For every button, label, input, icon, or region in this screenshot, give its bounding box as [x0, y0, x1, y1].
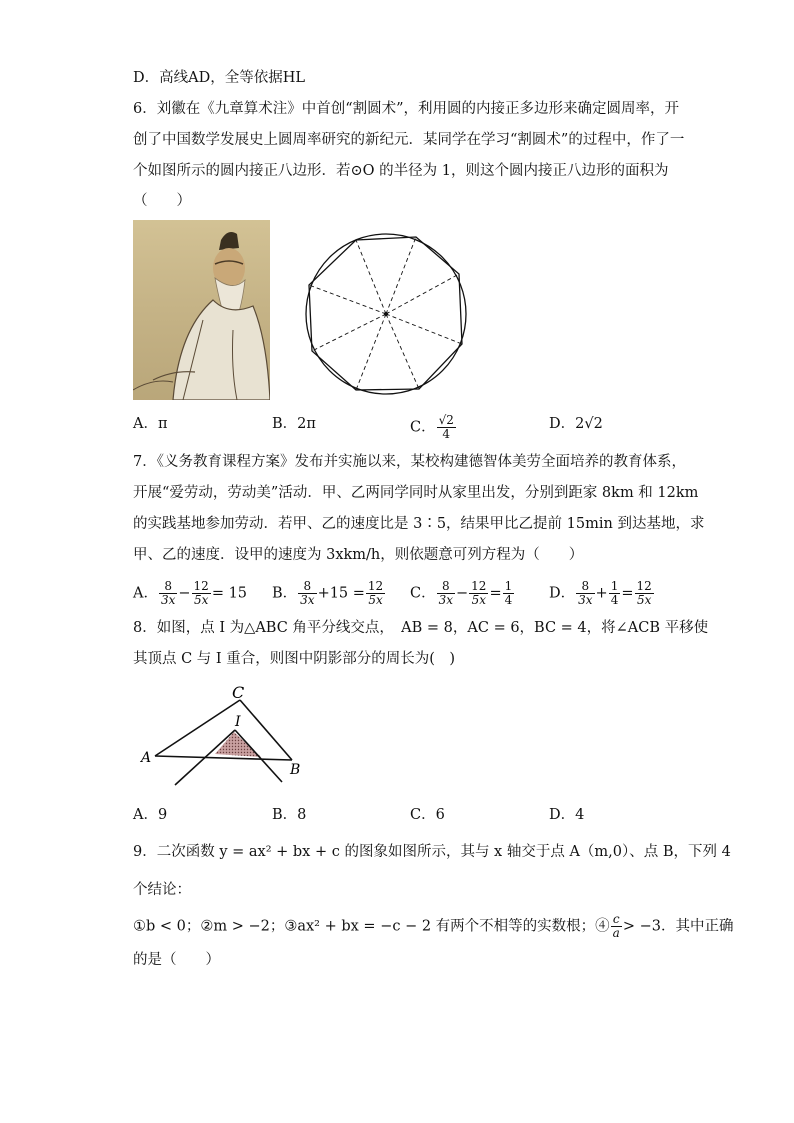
q9-text-line-4: 的是（ ） [133, 952, 220, 968]
q7-text-line-4: 甲、乙的速度．设甲的速度为 3xkm/h，则依题意可列方程为（ ） [133, 547, 584, 563]
q6-option-c: C． $\frac{√2}{4}$ [410, 413, 454, 441]
q7-option-d: D． $\frac{8}{3x}$ + $\frac{1}{4}$ = $\frac{12}{5x}$ [549, 579, 652, 607]
q7-option-c: C． $\frac{8}{3x}$ − $\frac{12}{5x}$ = $\frac{1}{4}$ [410, 579, 513, 607]
q6-text-line-1: 6．刘徽在《九章算术注》中首创“割圆术”，利用圆的内接正多边形来确定圆周率，开 [133, 101, 680, 117]
label-b: B [290, 762, 301, 778]
q8-option-b: B．8 [272, 807, 307, 823]
q6-text-line-4: （ ） [133, 193, 191, 209]
label-c: C [232, 683, 245, 702]
q9-text-line-2: 个结论： [133, 882, 191, 898]
q8-text-line-1: 8．如图，点 I 为△ABC 角平分线交点， AB = 8，AC = 6，BC = 4，将∠ACB 平移使 [133, 620, 709, 636]
q6-option-b: B．2π [272, 416, 316, 432]
q8-option-c: C．6 [410, 807, 445, 823]
q8-text-line-2: 其顶点 C 与 I 重合，则图中阴影部分的周长为( ) [133, 651, 456, 667]
q9-text-line-1: 9．二次函数 y = ax² + bx + c 的图象如图所示，其与 x 轴交于点 A（m,0）、点 B，下列 4 [133, 844, 731, 860]
triangle-figure [135, 682, 325, 792]
q7-text-line-3: 的实践基地参加劳动．若甲、乙的速度比是 3∶5，结果甲比乙提前 15min 到达基地，求 [133, 516, 705, 532]
q6-option-a: A．π [133, 416, 168, 432]
label-i: I [235, 714, 241, 730]
q6-text-line-2: 创了中国数学发展史上圆周率研究的新纪元．某同学在学习“割圆术”的过程中，作了一 [133, 132, 685, 148]
q8-option-a: A．9 [133, 807, 168, 823]
q7-text-line-2: 开展“爱劳动，劳动美”活动．甲、乙两同学同时从家里出发，分别到距家 8km 和 12km [133, 485, 699, 501]
q5-option-d: D．高线AD，全等依据HL [133, 70, 305, 86]
liu-hui-portrait [133, 220, 270, 400]
q7-option-b: B． $\frac{8}{3x}$ +15 = $\frac{12}{5x}$ [272, 579, 384, 607]
q6-option-d: D．2√2 [549, 416, 603, 432]
q8-option-d: D．4 [549, 807, 585, 823]
q9-text-line-3: ①b < 0；②m > −2；③ax² + bx = −c − 2 有两个不相等的实数根；④ $\frac{c}{a}$ > −3．其中正确 [133, 912, 734, 940]
q7-option-a: A． $\frac{8}{3x}$ − $\frac{12}{5x}$ = 15 [133, 579, 248, 607]
q7-text-line-1: 7．《义务教育课程方案》发布并实施以来，某校构建德智体美劳全面培养的教育体系， [133, 454, 686, 470]
q6-text-line-3: 个如图所示的圆内接正八边形．若⊙O 的半径为 1，则这个圆内接正八边形的面积为 [133, 163, 669, 179]
inscribed-octagon-figure [300, 228, 472, 400]
label-a: A [141, 750, 152, 766]
